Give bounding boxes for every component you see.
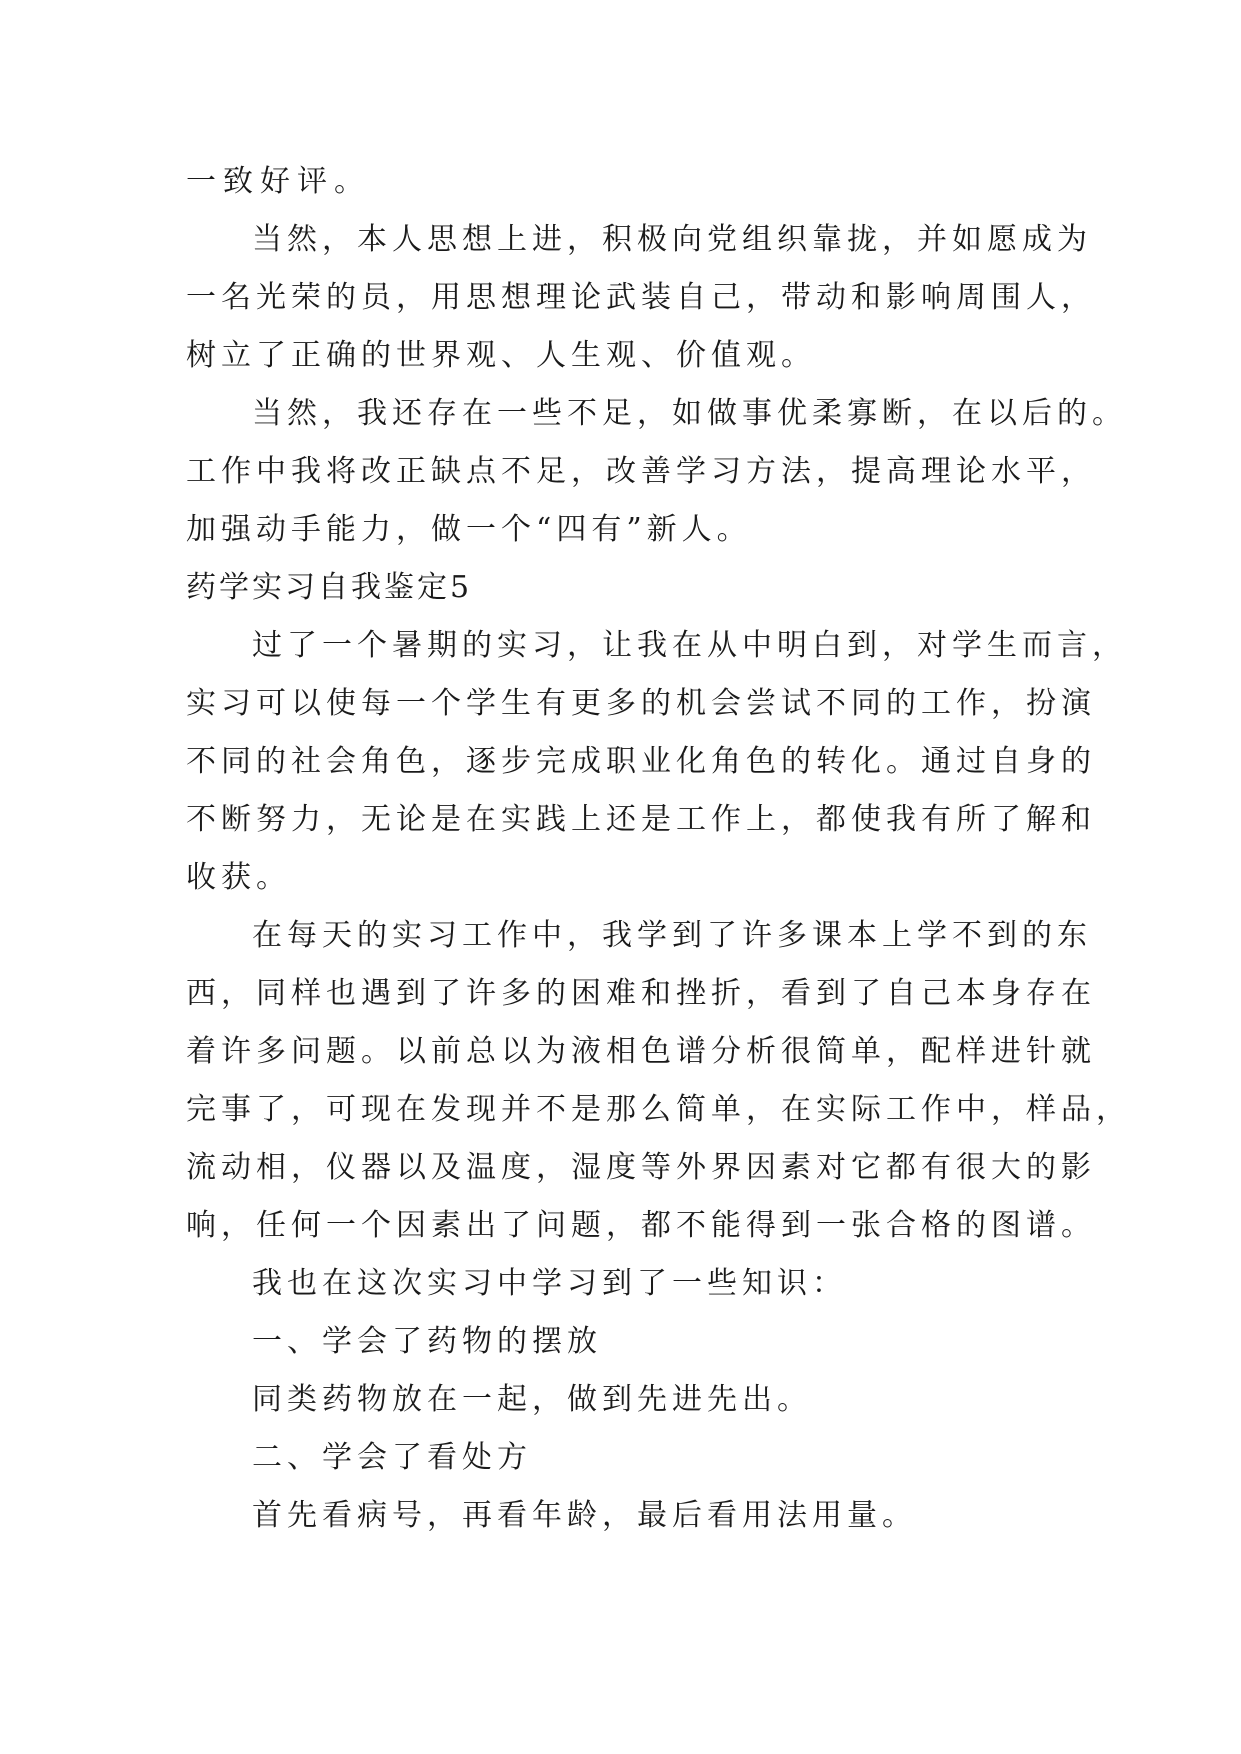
paragraph-line: 过了一个暑期的实习，让我在从中明白到，对学生而言， xyxy=(252,628,1127,663)
paragraph-line: 流动相，仪器以及温度，湿度等外界因素对它都有很大的影 xyxy=(186,1150,1096,1185)
paragraph-line: 完事了，可现在发现并不是那么简单，在实际工作中，样品， xyxy=(186,1092,1131,1127)
paragraph-line: 西，同样也遇到了许多的困难和挫折，看到了自己本身存在 xyxy=(186,976,1096,1011)
paragraph-line: 在每天的实习工作中，我学到了许多课本上学不到的东 xyxy=(252,918,1092,953)
section-heading: 药学实习自我鉴定5 xyxy=(186,570,473,605)
paragraph-line: 一致好评。 xyxy=(186,164,371,199)
paragraph-line: 不断努力，无论是在实践上还是工作上，都使我有所了解和 xyxy=(186,802,1096,837)
paragraph-line: 收获。 xyxy=(186,860,291,895)
paragraph-line: 树立了正确的世界观、人生观、价值观。 xyxy=(186,338,816,373)
paragraph-line: 工作中我将改正缺点不足，改善学习方法，提高理论水平， xyxy=(186,454,1096,489)
paragraph-line: 我也在这次实习中学习到了一些知识： xyxy=(252,1266,847,1301)
paragraph-line: 同类药物放在一起，做到先进先出。 xyxy=(252,1382,812,1417)
list-heading: 一、学会了药物的摆放 xyxy=(252,1324,602,1359)
document-body xyxy=(186,153,1131,1545)
paragraph-line: 首先看病号，再看年龄，最后看用法用量。 xyxy=(252,1498,917,1533)
paragraph-line: 着许多问题。以前总以为液相色谱分析很简单，配样进针就 xyxy=(186,1034,1096,1069)
paragraph-line: 响，任何一个因素出了问题，都不能得到一张合格的图谱。 xyxy=(186,1208,1096,1243)
paragraph-line: 加强动手能力，做一个“四有”新人。 xyxy=(186,512,752,547)
paragraph-line: 实习可以使每一个学生有更多的机会尝试不同的工作，扮演 xyxy=(186,686,1096,721)
paragraph-line: 当然，我还存在一些不足，如做事优柔寡断，在以后的。 xyxy=(252,396,1127,431)
paragraph-line: 一名光荣的员，用思想理论武装自己，带动和影响周围人， xyxy=(186,280,1096,315)
list-heading: 二、学会了看处方 xyxy=(252,1440,532,1475)
paragraph-line: 当然，本人思想上进，积极向党组织靠拢，并如愿成为 xyxy=(252,222,1092,257)
paragraph-line: 不同的社会角色，逐步完成职业化角色的转化。通过自身的 xyxy=(186,744,1096,779)
